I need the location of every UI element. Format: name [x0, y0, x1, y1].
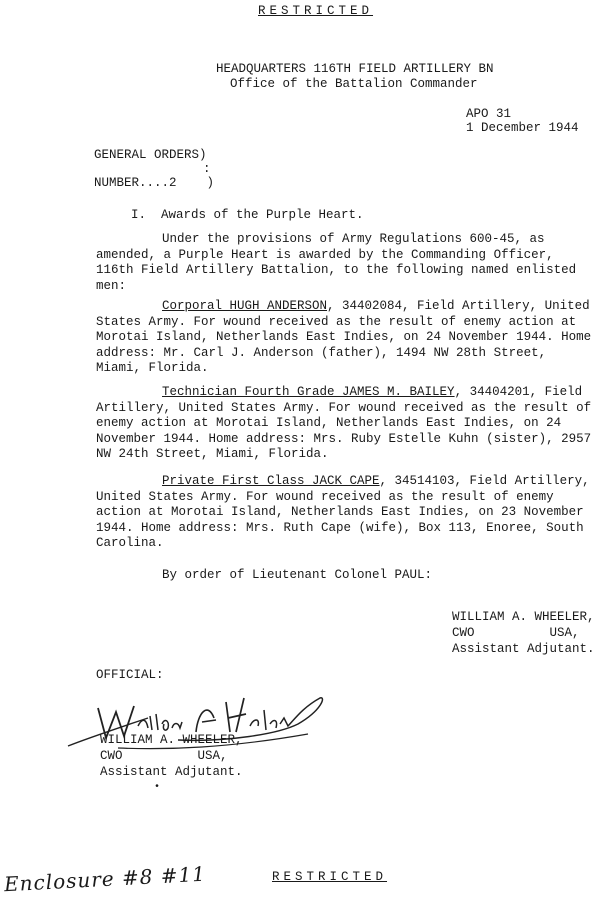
awardee-name: Corporal HUGH ANDERSON — [162, 299, 328, 313]
intro-paragraph: Under the provisions of Army Regulations 600-45, as amended, a Purple Heart is awarded by the Commanding Officer, 116th Field Artillery Battalion, to the following named enlisted men: — [96, 232, 577, 293]
award-details: , 34402084, Field Artillery, United States Army. For wound received as the result of enemy action at Morotai Island, Netherlands East Indies, on 24 November 1944. Home address: Mr. Carl J. Anderson (father), 1494 NW 28th Street, Miami, Florida. — [96, 299, 592, 375]
order-number: NUMBER....2 ) — [94, 176, 215, 190]
award-details: , 34514103, Field Artillery, United States Army. For wound received as the result of enemy action at Morotai Island, Netherlands East Indies, on 23 November 1944. Home address: Mrs. Ruth Cape (wife), Box 113, Enoree, South Carolina. — [96, 474, 590, 550]
official-name: WILLIAM A. WHEELER, — [100, 733, 243, 747]
ink-mark: • — [154, 782, 161, 793]
official-rank: CWO USA, — [100, 749, 228, 763]
by-order-line: By order of Lieutenant Colonel PAUL: — [162, 568, 433, 582]
general-orders-label: GENERAL ORDERS) — [94, 148, 207, 162]
section-heading: I. Awards of the Purple Heart. — [131, 208, 364, 222]
handwritten-enclosure-note: Enclosure #8 #11 — [3, 861, 207, 897]
classification-footer: RESTRICTED — [272, 870, 388, 884]
apo-number: APO 31 — [466, 107, 512, 121]
official-label: OFFICIAL: — [96, 668, 164, 682]
award-entry — [96, 299, 596, 377]
signature-block-rank: CWO USA, — [452, 626, 580, 640]
awardee-name: Technician Fourth Grade JAMES M. BAILEY — [162, 385, 455, 399]
signature-block-name: WILLIAM A. WHEELER, — [452, 610, 595, 624]
signature-block-title: Assistant Adjutant. — [452, 642, 595, 656]
award-entry — [96, 474, 596, 552]
office-heading: Office of the Battalion Commander — [230, 77, 478, 91]
orders-colon-marker: : — [203, 162, 211, 176]
classification-header: RESTRICTED — [258, 4, 374, 18]
awardee-name: Private First Class JACK CAPE — [162, 474, 380, 488]
unit-heading: HEADQUARTERS 116TH FIELD ARTILLERY BN — [216, 62, 494, 76]
award-details: , 34404201, Field Artillery, United States Army. For wound received as the result of enemy action at Morotai Island, Netherlands East Indies, on 24 November 1944. Home address: Mrs. Ruby Estelle Kuhn (sister), 2957 NW 24th Street, Miami, Florida. — [96, 385, 592, 461]
award-entry — [96, 385, 596, 463]
order-date: 1 December 1944 — [466, 121, 579, 135]
official-title: Assistant Adjutant. — [100, 765, 243, 779]
